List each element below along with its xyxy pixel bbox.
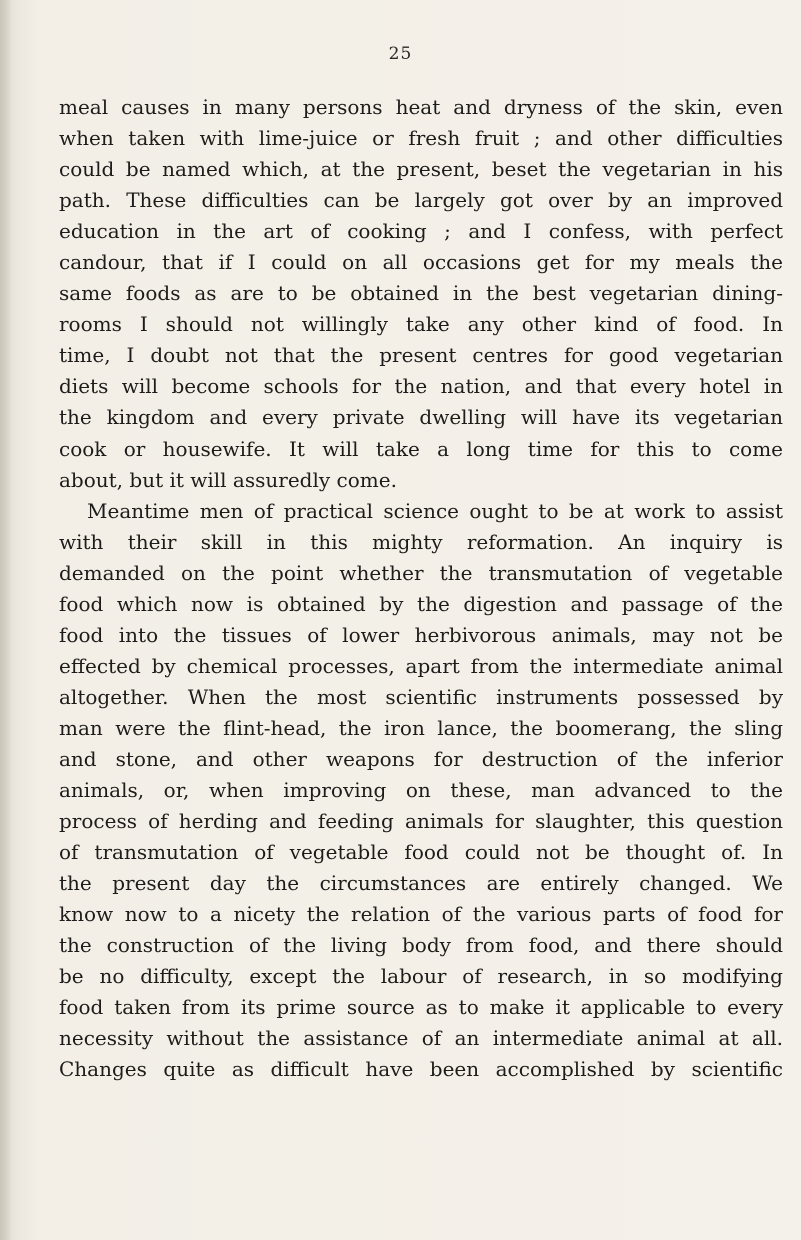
text-line: of transmutation of vegetable food could not be thought of. In [59, 840, 783, 865]
text-line: be no difficulty, except the labour of research, in so modifying [59, 964, 783, 989]
text-line: the kingdom and every private dwelling will have its vegetarian [59, 405, 783, 430]
text-line: food into the tissues of lower herbivorous animals, may not be [59, 622, 783, 647]
text-line: altogether. When the most scientific instruments possessed by [59, 684, 783, 709]
text-line: the construction of the living body from food, and there should [59, 933, 783, 958]
text-line: animals, or, when improving on these, man advanced to the [59, 778, 783, 803]
text-line: effected by chemical processes, apart from the intermediate animal [59, 653, 783, 678]
text-line: necessity without the assistance of an intermediate animal at all. [59, 1026, 783, 1051]
text-line: and stone, and other weapons for destruction of the inferior [59, 746, 783, 771]
text-line: candour, that if I could on all occasions get for my meals the [59, 250, 783, 275]
body-text [59, 92, 783, 1086]
text-line: education in the art of cooking ; and I confess, with perfect [59, 219, 783, 244]
text-line: could be named which, at the present, beset the vegetarian in his [59, 157, 783, 182]
text-line: know now to a nicety the relation of the various parts of food for [59, 902, 783, 927]
text-line: meal causes in many persons heat and dryness of the skin, even [59, 95, 783, 119]
text-line: rooms I should not willingly take any other kind of food. In [59, 312, 783, 337]
text-line: same foods as are to be obtained in the best vegetarian dining- [59, 281, 783, 306]
text-line: path. These difficulties can be largely got over by an improved [59, 188, 783, 213]
text-line: diets will become schools for the nation, and that every hotel in [59, 374, 783, 399]
text-line: Meantime men of practical science ought to be at work to assist [87, 498, 783, 523]
text-line: time, I doubt not that the present centres for good vegetarian [59, 343, 783, 368]
text-line: food taken from its prime source as to make it applicable to every [59, 995, 783, 1020]
text-line: demanded on the point whether the transmutation of vegetable [59, 560, 783, 585]
text-line: about, but it will assuredly come. [59, 467, 397, 492]
text-line: process of herding and feeding animals for slaughter, this question [59, 809, 783, 834]
text-line: cook or housewife. It will take a long time for this to come [59, 436, 783, 461]
text-line: the present day the circumstances are entirely changed. We [59, 871, 783, 896]
text-line: food which now is obtained by the digestion and passage of the [59, 591, 783, 616]
text-line: when taken with lime-juice or fresh fruit ; and other difficulties [59, 126, 783, 151]
page-number: 25 [388, 44, 413, 64]
binding-gutter-shadow [0, 0, 12, 1240]
text-line: man were the flint-head, the iron lance, the boomerang, the sling [59, 715, 783, 740]
text-line: with their skill in this mighty reformation. An inquiry is [59, 529, 783, 554]
text-line: Changes quite as difficult have been accomplished by scientific [59, 1057, 783, 1082]
